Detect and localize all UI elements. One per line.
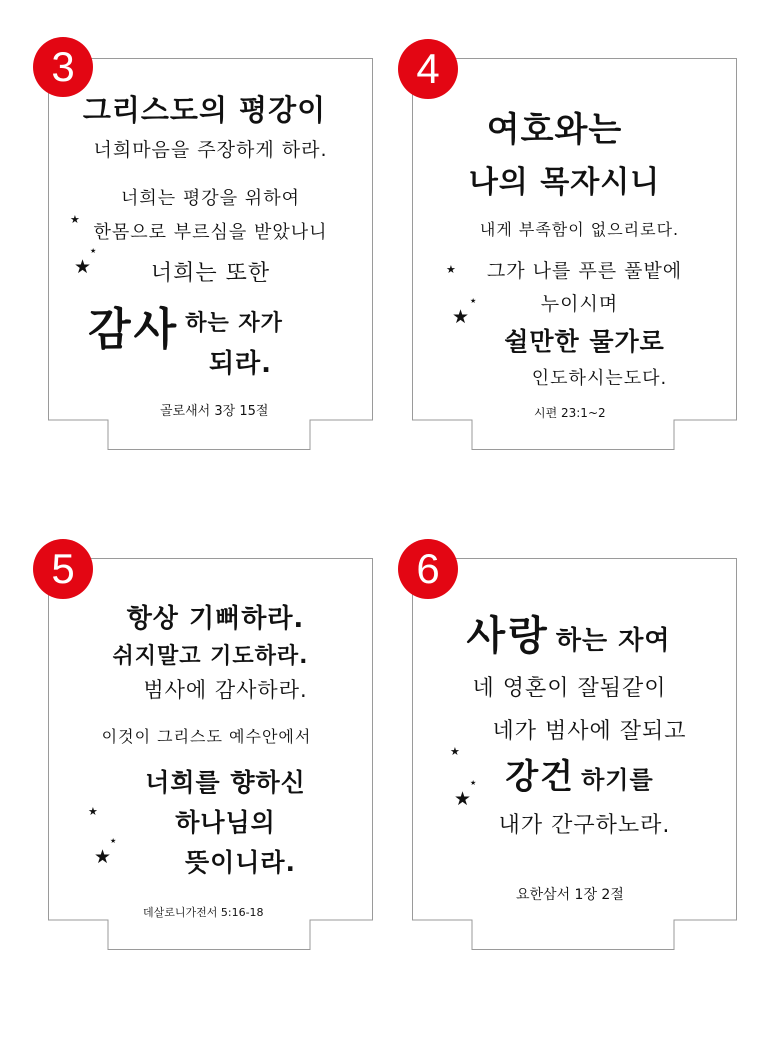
verse-line: 내가 간구하노라. — [498, 813, 671, 838]
verse-line: 인도하시는도다. — [531, 368, 668, 389]
star-icon: ★ — [74, 256, 92, 278]
scripture-reference: 데살로니가전서 5:16-18 — [143, 906, 264, 919]
scripture-reference: 골로새서 3장 15절 — [160, 404, 269, 419]
verse-line: 내게 부족함이 없으리로다. — [479, 220, 680, 239]
number-badge: 5 — [33, 539, 93, 599]
emphasis-line — [400, 604, 737, 661]
plaque-5 — [48, 558, 373, 950]
verse-line: 너희는 평강을 위하여 — [121, 188, 300, 209]
plaque-6 — [412, 558, 737, 950]
verse-line: 너희마음을 주장하게 하라. — [93, 139, 328, 161]
star-icon: ★ — [470, 297, 477, 305]
star-icon: ★ — [70, 213, 80, 226]
emphasis-big: 강건 — [505, 757, 576, 797]
plaque-3 — [48, 58, 373, 450]
verse-line: 네 영혼이 잘됨같이 — [472, 676, 667, 701]
number-badge: 4 — [398, 39, 458, 99]
emphasis-small: 하기를 — [581, 766, 654, 794]
emphasis-big: 사랑 — [466, 613, 550, 659]
verse-line: 너희를 향하신 — [145, 768, 306, 797]
verse-line: 쉴만한 물가로 — [504, 327, 665, 356]
verse-line: 이것이 그리스도 예수안에서 — [101, 727, 312, 746]
verse-line: 그리스도의 평강이 — [82, 93, 327, 127]
verse-line: 너희는 또한 — [150, 261, 271, 286]
plaque-4 — [412, 58, 737, 450]
star-icon: ★ — [94, 846, 112, 868]
emphasis-small: 하는 자가 — [185, 311, 283, 336]
verse-line: 네가 범사에 잘되고 — [492, 719, 687, 744]
verse-line: 그가 나를 푸른 풀밭에 — [486, 260, 683, 282]
verse-line: 항상 기뻐하라. — [126, 604, 305, 634]
star-icon: ★ — [450, 745, 460, 758]
star-icon: ★ — [88, 805, 98, 818]
emphasis-small: 하는 자여 — [555, 626, 671, 656]
scripture-reference: 시편 23:1~2 — [534, 406, 606, 420]
verse-text — [48, 88, 373, 380]
emphasis-big: 감사 — [88, 304, 180, 355]
star-icon: ★ — [446, 263, 456, 276]
verse-line: 뜻이니라. — [184, 848, 297, 877]
verse-line: 범사에 감사하라. — [143, 678, 308, 702]
number-badge: 3 — [33, 37, 93, 97]
star-icon: ★ — [470, 779, 477, 787]
verse-line: 하나님의 — [175, 808, 276, 837]
verse-line: 여호와는 — [486, 110, 623, 150]
verse-line: 누이시며 — [540, 293, 619, 315]
scripture-reference: 요한삼서 1장 2절 — [516, 887, 624, 903]
verse-line: 한몸으로 부르심을 받았나니 — [93, 222, 328, 243]
verse-text — [412, 102, 737, 390]
star-icon: ★ — [454, 788, 472, 810]
star-icon: ★ — [452, 306, 470, 328]
star-icon: ★ — [90, 247, 97, 255]
verse-text — [48, 598, 373, 879]
number-badge: 6 — [398, 539, 458, 599]
verse-line: 쉬지말고 기도하라. — [112, 644, 309, 669]
verse-line: 나의 목자시니 — [468, 165, 661, 200]
verse-line: 되라. — [208, 349, 273, 379]
star-icon: ★ — [110, 837, 117, 845]
